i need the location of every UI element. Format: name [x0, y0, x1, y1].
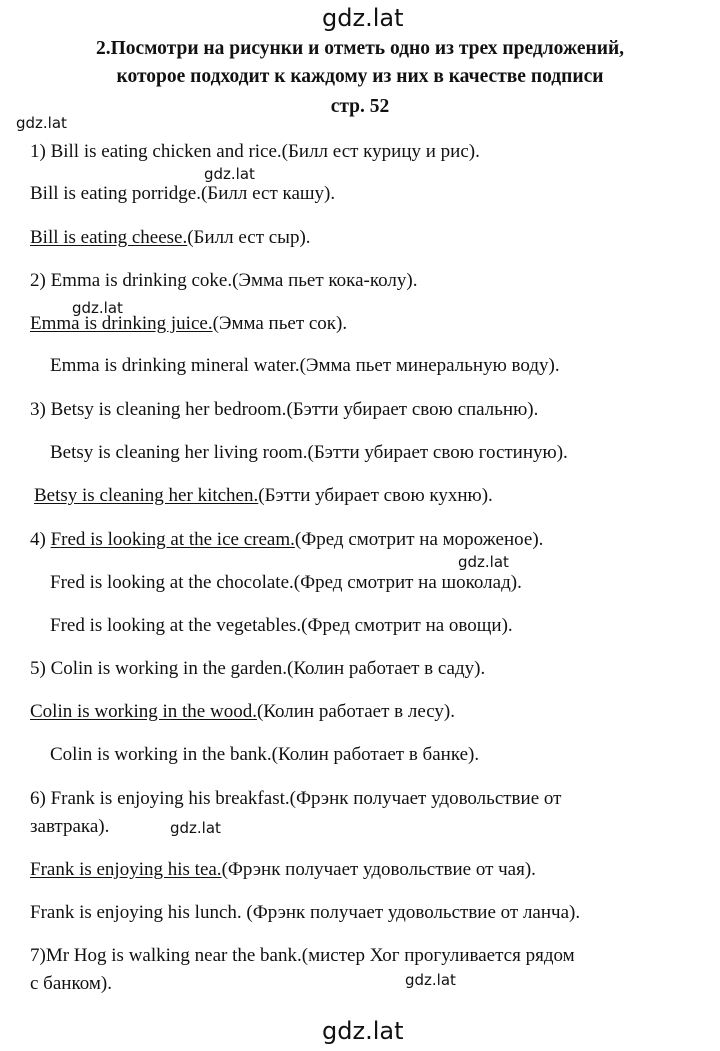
answer-line: 2) Emma is drinking coke.(Эмма пьет кока-колу).: [30, 270, 418, 291]
answer-line: 6) Frank is enjoying his breakfast.(Фрэнк получает удовольствие от: [30, 788, 562, 809]
answer-line: 5) Colin is working in the garden.(Колин работает в саду).: [30, 658, 486, 679]
watermark: gdz.lat: [405, 971, 456, 989]
watermark: gdz.lat: [170, 819, 221, 837]
task-title-line1: 2.Посмотри на рисунки и отметь одно из трех предложений,: [95, 38, 625, 59]
answer-line-continued: завтрака).: [30, 816, 110, 837]
answer-line-selected: Frank is enjoying his tea.(Фрэнк получает удовольствие от чая).: [30, 859, 536, 880]
answer-line-selected: Betsy is cleaning her kitchen.(Бэтти убирает свою кухню).: [34, 485, 493, 506]
watermark-bottom: gdz.lat: [322, 1017, 404, 1045]
answer-line-selected: Emma is drinking juice.(Эмма пьет сок).: [30, 313, 348, 334]
answer-line: Colin is working in the bank.(Колин работает в банке).: [50, 744, 480, 765]
answer-line: Bill is eating porridge.(Билл ест кашу).: [30, 183, 336, 204]
answer-line-selected: 4) Fred is looking at the ice cream.(Фред смотрит на мороженое).: [30, 529, 544, 550]
answer-line-selected: Colin is working in the wood.(Колин работает в лесу).: [30, 701, 455, 722]
answer-line: 3) Betsy is cleaning her bedroom.(Бэтти убирает свою спальню).: [30, 399, 539, 420]
task-title-line2: которое подходит к каждому из них в качестве подписи: [116, 66, 604, 87]
watermark: gdz.lat: [72, 299, 123, 317]
watermark: gdz.lat: [458, 553, 509, 571]
answer-line: Betsy is cleaning her living room.(Бэтти убирает свою гостиную).: [50, 442, 568, 463]
watermark-left: gdz.lat: [16, 114, 67, 132]
answer-line: 7)Mr Hog is walking near the bank.(мистер Хог прогуливается рядом: [30, 945, 575, 966]
answer-line: Fred is looking at the vegetables.(Фред смотрит на овощи).: [50, 615, 513, 636]
watermark: gdz.lat: [204, 165, 255, 183]
answer-line: Frank is enjoying his lunch. (Фрэнк получает удовольствие от ланча).: [30, 902, 581, 923]
answer-line: Fred is looking at the chocolate.(Фред смотрит на шоколад).: [50, 572, 522, 593]
answer-line: 1) Bill is eating chicken and rice.(Билл ест курицу и рис).: [30, 141, 480, 162]
page-number: стр. 52: [330, 96, 390, 117]
answer-line: Emma is drinking mineral water.(Эмма пьет минеральную воду).: [50, 355, 560, 376]
answer-line-continued: с банком).: [30, 973, 112, 994]
answer-line-selected: Bill is eating cheese.(Билл ест сыр).: [30, 227, 311, 248]
watermark-top: gdz.lat: [322, 4, 404, 32]
